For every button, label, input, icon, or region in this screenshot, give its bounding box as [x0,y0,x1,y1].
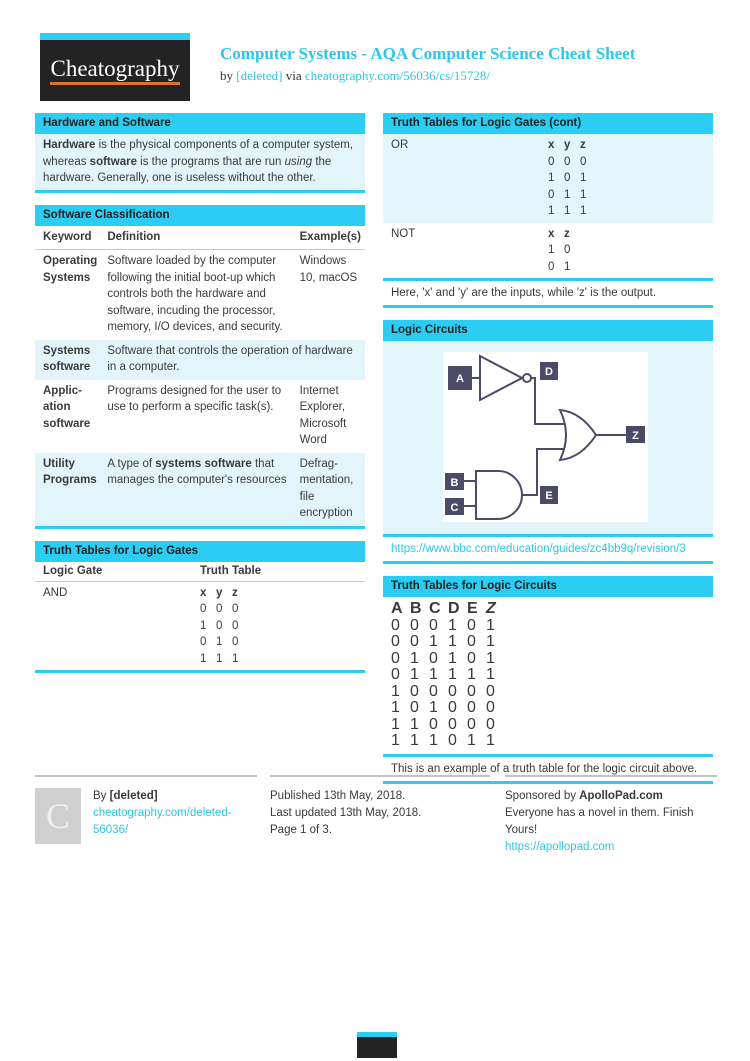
footer-sponsor-column [505,775,717,856]
label-a: A [456,373,464,385]
label-d: D [545,366,553,378]
circuit-source-row [383,534,713,561]
hardware-text-2: is the physical components of a computer system, whereas [43,139,354,168]
label-c: C [450,502,459,514]
hardware-text-4: is the programs that are run [136,155,285,168]
author-avatar[interactable] [35,788,81,844]
section-software-classification [35,205,365,529]
profile-link-line2: 56036/ [93,824,129,836]
footer-author: [deleted] [109,790,158,802]
byline-via: via [285,68,302,83]
avatar-letter: C [45,796,70,836]
gate-label-or: OR [391,139,409,151]
logic-circuit-svg [443,352,648,522]
column-header-examples: Example(s) [298,226,365,250]
definition-cell: Programs designed for the user to use to perform a specific task(s). [107,384,282,413]
bbc-guide-link[interactable]: https://www.bbc.com/education/guides/zc4bb9q/revision/3 [391,543,686,555]
keyword-cell: Utility Programs [35,453,99,526]
section-truth-tables-gates-cont [383,113,713,308]
column-header-keyword: Keyword [35,226,99,250]
mini-logo-box [357,1037,397,1058]
label-z: Z [632,430,639,442]
table-row [35,453,365,526]
truth-table-not: x z 1 0 0 1 [548,227,571,273]
software-term: software [89,155,137,168]
left-column [35,113,365,685]
table-row [35,340,365,380]
section-title-truth-tables-circuits: Truth Tables for Logic Circuits [383,576,713,597]
section-title-truth-tables-gates: Truth Tables for Logic Gates [35,541,365,562]
using-italic: using [284,155,313,168]
sheet-url-link[interactable]: cheatography.com/56036/cs/15728/ [304,68,490,83]
author-link[interactable]: [deleted] [236,68,283,83]
sponsor-link[interactable]: https://apollopad.com [505,841,615,853]
profile-link-line1: cheatography.com/deleted- [93,807,232,819]
gate-label-and: AND [43,586,68,599]
last-updated-date: Last updated 13th May, 2018. [270,807,422,819]
software-classification-table [35,226,365,526]
keyword-cell: Applic-ation software [43,384,91,430]
section-truth-tables-gates [35,541,365,674]
hardware-term: Hardware [43,139,96,151]
footer-author-column [35,775,257,844]
definition-pre: A type of [107,457,156,470]
byline [220,68,720,84]
column-header-logic-gate: Logic Gate [43,564,103,577]
header-titles [220,44,720,84]
table-header-row [35,226,365,250]
section-logic-circuits [383,320,713,564]
logo-box [40,40,190,101]
section-title-logic-circuits: Logic Circuits [383,320,713,341]
truth-table-and: x y z 0 0 0 1 0 0 0 1 0 1 1 1 [200,586,239,665]
definition-post: that manages the computer's resources [107,457,287,486]
keyword-cell: Systems software [35,340,99,380]
logic-circuit-image [443,352,648,522]
column-header-definition: Definition [99,226,297,250]
section-title-truth-tables-gates-cont: Truth Tables for Logic Gates (cont) [383,113,713,134]
sponsor-tagline: Everyone has a novel in them. Finish Yours! [505,807,694,836]
gate-row-not [383,223,713,279]
cheatography-logo[interactable] [40,33,190,101]
footer-meta-column [270,775,490,839]
truth-table-or: x y z 0 0 0 1 0 1 0 1 1 1 1 1 [548,139,587,217]
mini-cheatography-logo [357,1032,397,1058]
gate-label-not: NOT [391,227,416,240]
column-header-truth-table: Truth Table [200,564,262,577]
gate-row-or [383,134,713,223]
section-truth-tables-circuits [383,576,713,784]
section-title-hardware-software: Hardware and Software [35,113,365,134]
page-title: Computer Systems - AQA Computer Science Cheat Sheet [220,44,636,63]
definition-cell: Software that controls the operation of hardware in a computer. [99,340,365,380]
circuits-note: This is an example of a truth table for the logic circuit above. [383,754,713,781]
hardware-software-text [35,134,365,190]
table-row [35,250,365,340]
examples-cell: Internet Explorer, Microsoft Word [299,384,347,446]
section-hardware-software [35,113,365,193]
definition-cell [99,453,297,526]
gates-note: Here, 'x' and 'y' are the inputs, while 'z' is the output. [383,278,713,305]
byline-by: by [220,68,233,83]
logo-top-bar [40,33,190,40]
definition-bold-term: systems software [155,457,252,470]
sponsor-name: ApolloPad.com [579,790,663,802]
truth-table-circuit: A B C D E Z 0 0 0 1 0 1 0 0 1 1 0 1 0 1 0 1 0 1 0 1 1 1 1 1 1 0 0 0 0 0 1 0 1 0 0 0 1 1 0 0 0 0 1 1 1 0 1 1 [391,600,496,749]
page-number: Page 1 of 3. [270,824,333,836]
hardware-text-6: the hardware. Generally, one is useless without the other. [43,155,332,184]
keyword-cell: Operating Systems [43,255,98,284]
label-b: B [450,477,459,489]
sponsored-by-label: Sponsored by [505,790,580,802]
logo-wordmark: Cheatography [50,56,179,85]
section-title-software-classification: Software Classification [35,205,365,226]
right-column [383,113,713,796]
by-label: By [93,790,110,802]
definition-cell: Software loaded by the computer following the initial boot-up which controls both the hardware and software, incuding the processor, memory, I/O devices, and security. [107,255,283,333]
table-row [35,380,365,453]
published-date: Published 13th May, 2018. [270,790,406,802]
label-e: E [545,490,553,502]
gates-header-row [35,562,365,582]
gate-row-and [35,582,365,671]
examples-cell: Windows 10, macOS [299,255,358,284]
examples-cell: Defrag-mentation, file encryption [298,453,365,526]
logic-circuit-figure [383,341,713,534]
sponsor-line [505,788,717,805]
